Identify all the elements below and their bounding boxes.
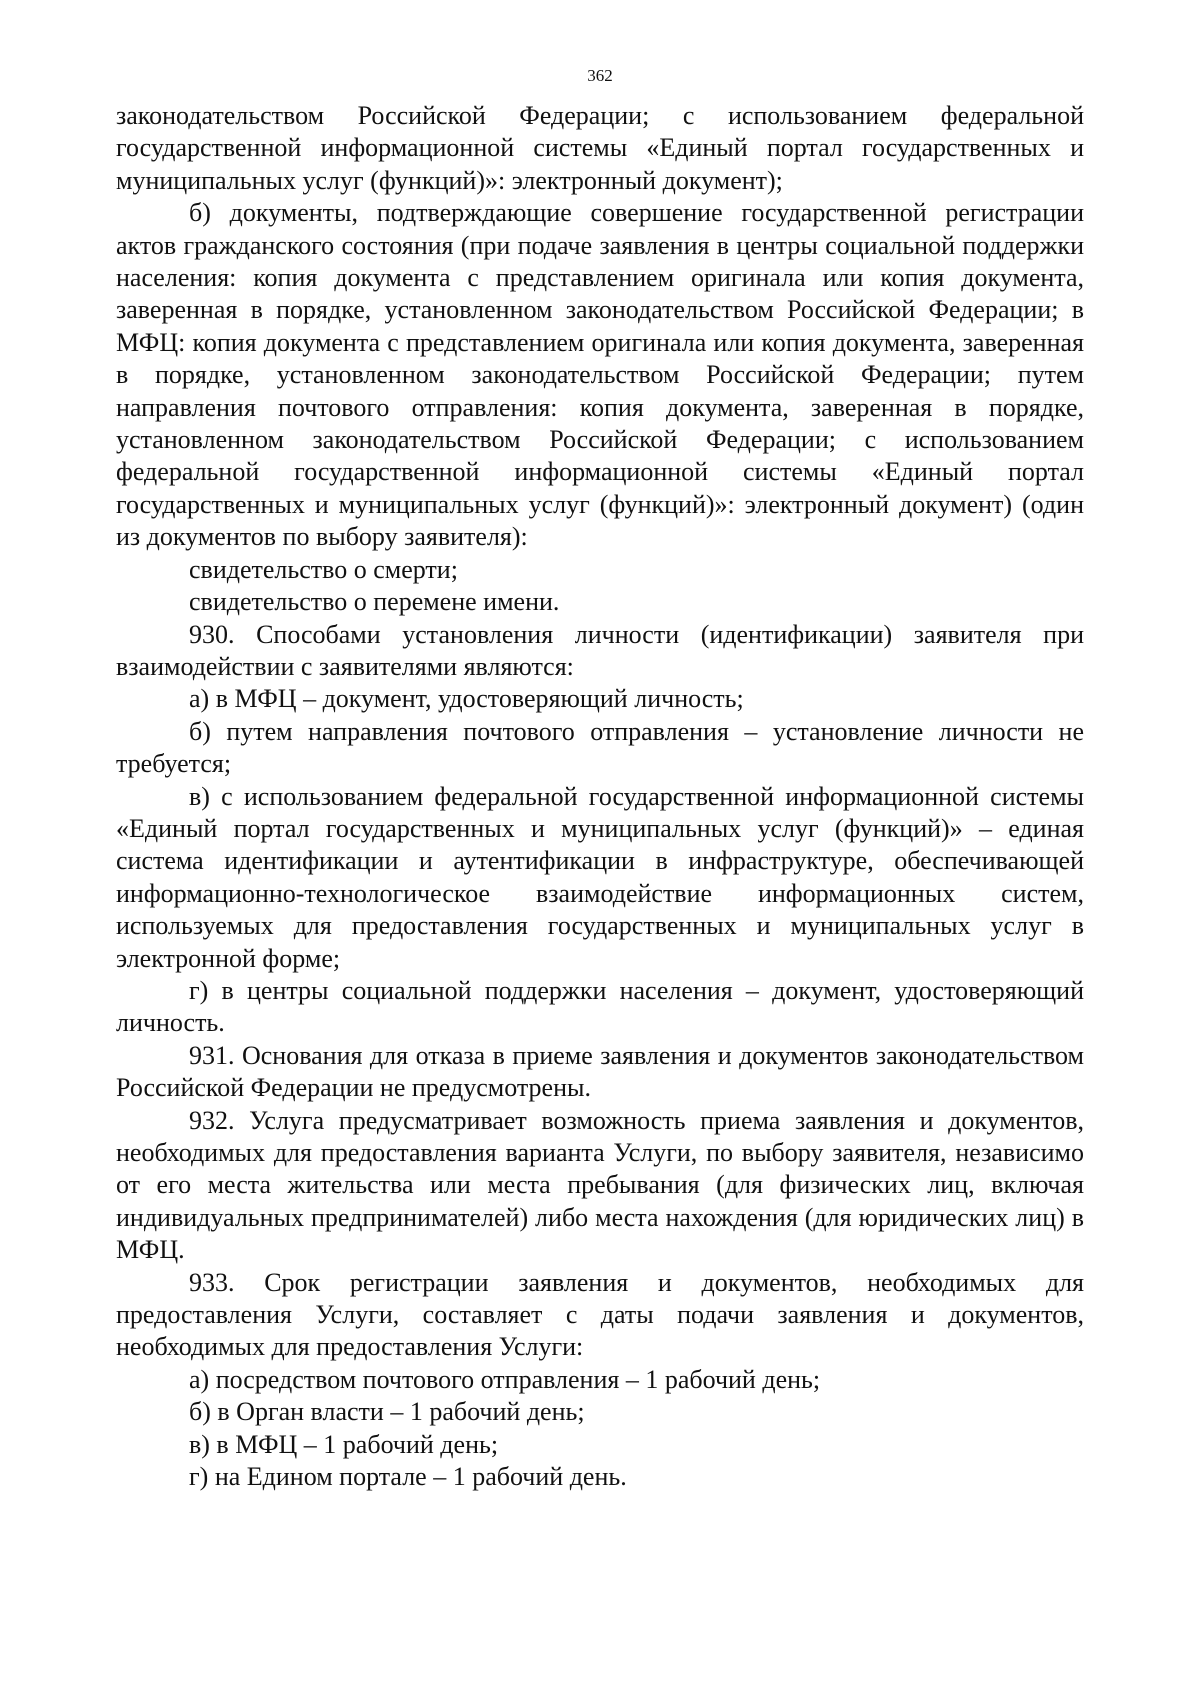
document-body — [116, 100, 1084, 1493]
paragraph-930-a: а) в МФЦ – документ, удостоверяющий личность; — [189, 684, 744, 714]
paragraph-930-b: б) путем направления почтового отправления – установление личности не требуется; — [116, 716, 1084, 779]
paragraph-933: 933. Срок регистрации заявления и документов, необходимых для предоставления Услуги, составляет с даты подачи заявления и документов, необходимых для предоставления Услуги: — [116, 1267, 1084, 1362]
paragraph-933-a: а) посредством почтового отправления – 1 рабочий день; — [189, 1364, 821, 1394]
paragraph-933-b: б) в Орган власти – 1 рабочий день; — [189, 1397, 585, 1427]
paragraph-932: 932. Услуга предусматривает возможность приема заявления и документов, необходимых для предоставления варианта Услуги, по выбору заявителя, независимо от его места жительства или места пребывания (для физических лиц, включая индивидуальных предпринимателей) либо места нахождения (для юридических лиц) в МФЦ. — [116, 1105, 1084, 1265]
page-number: 362 — [587, 66, 613, 85]
paragraph-930-g: г) в центры социальной поддержки населения – документ, удостоверяющий личность. — [116, 975, 1084, 1038]
paragraph-933-v: в) в МФЦ – 1 рабочий день; — [189, 1429, 499, 1459]
paragraph-item-b-documents: б) документы, подтверждающие совершение государственной регистрации актов гражданского состояния (при подаче заявления в центры социальной поддержки населения: копия документа с представлением оригинала или копия документа, заверенная в порядке, установленном законодательством Российской Федерации; в МФЦ: копия документа с представлением оригинала или копия документа, заверенная в порядке, установленном законодательством Российской Федерации; путем направления почтового отправления: копия документа, заверенная в порядке, установленном законодательством Российской Федерации; с использованием федеральной государственной информационной системы «Единый портал государственных и муниципальных услуг (функций)»: электронный документ) (один из документов по выбору заявителя): — [116, 198, 1084, 552]
paragraph-931: 931. Основания для отказа в приеме заявления и документов законодательством Российской Федерации не предусмотрены. — [116, 1040, 1084, 1103]
paragraph-death-certificate: свидетельство о смерти; — [189, 554, 458, 584]
paragraph-continuation: законодательством Российской Федерации; с использованием федеральной государственной информационной системы «Единый портал государственных и муниципальных услуг (функций)»: электронный документ); — [116, 101, 1084, 195]
paragraph-930: 930. Способами установления личности (идентификации) заявителя при взаимодействии с заявителями являются: — [116, 619, 1084, 681]
paragraph-930-v: в) с использованием федеральной государственной информационной системы «Единый портал государственных и муниципальных услуг (функций)» – единая система идентификации и аутентификации в инфраструктуре, обеспечивающей информационно-технологическое взаимодействие информационных систем, используемых для предоставления государственных и муниципальных услуг в электронной форме; — [116, 781, 1084, 973]
paragraph-name-change-certificate: свидетельство о перемене имени. — [189, 587, 560, 617]
paragraph-933-g: г) на Едином портале – 1 рабочий день. — [189, 1462, 627, 1492]
